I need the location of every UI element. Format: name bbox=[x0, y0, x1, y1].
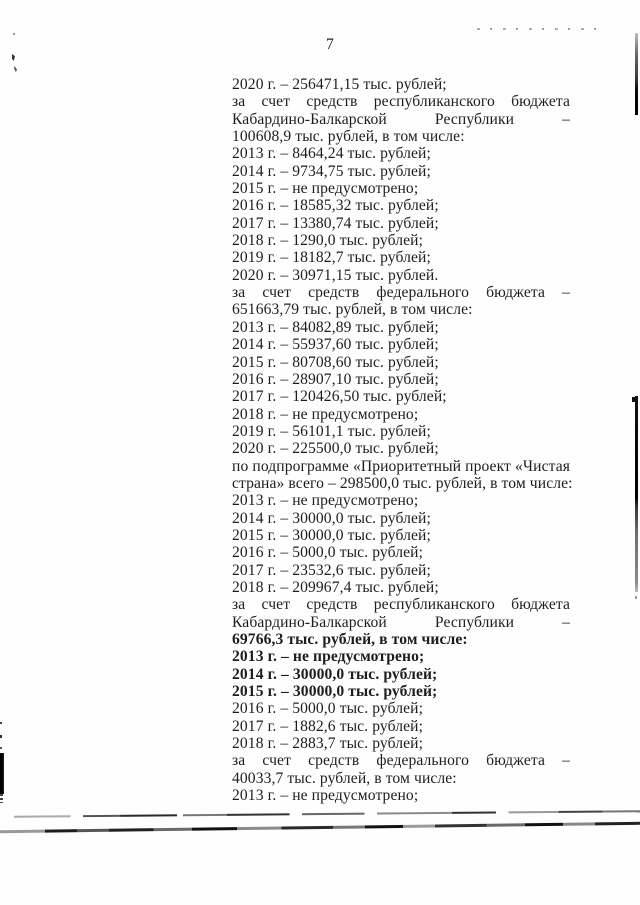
text-line: за счет средств республиканского бюджета bbox=[232, 93, 570, 111]
text-line: 2013 г. – не предусмотрено; bbox=[232, 787, 419, 805]
text-line: 2013 г. – не предусмотрено; bbox=[232, 492, 419, 510]
text-line: 2015 г. – не предусмотрено; bbox=[232, 180, 419, 198]
scan-artifact-left-mark-c bbox=[14, 66, 17, 72]
text-line: за счет средств республиканского бюджета bbox=[232, 596, 570, 614]
text-line: 2016 г. – 5000,0 тыс. рублей; bbox=[232, 700, 424, 718]
text-line: 2014 г. – 30000,0 тыс. рублей; bbox=[232, 665, 438, 683]
text-line: за счет средств федерального бюджета – bbox=[232, 752, 570, 770]
text-line: 2016 г. – 28907,10 тыс. рублей; bbox=[232, 370, 439, 388]
text-line: 2013 г. – не предусмотрено; bbox=[232, 648, 425, 666]
text-line: за счет средств федерального бюджета – bbox=[232, 284, 570, 302]
scan-artifact-top-dotted-line bbox=[477, 28, 599, 30]
text-line: 2020 г. – 30971,15 тыс. рублей. bbox=[232, 266, 439, 284]
scan-artifact-right-bar-middle bbox=[635, 396, 638, 592]
text-line: Кабардино-Балкарской Республики – bbox=[232, 110, 570, 128]
scan-artifact-bottom-line-lower bbox=[0, 822, 640, 833]
scan-artifact-left-dot-2 bbox=[0, 735, 2, 738]
text-line: 2016 г. – 5000,0 тыс. рублей; bbox=[232, 544, 424, 562]
text-line: 2017 г. – 23532,6 тыс. рублей; bbox=[232, 561, 431, 579]
text-line: 2018 г. – 1290,0 тыс. рублей; bbox=[232, 232, 424, 250]
text-line: 2013 г. – 84082,89 тыс. рублей; bbox=[232, 318, 439, 336]
text-line: 2017 г. – 1882,6 тыс. рублей; bbox=[232, 717, 424, 735]
text-line: 2015 г. – 30000,0 тыс. рублей; bbox=[232, 683, 438, 701]
text-line: 651663,79 тыс. рублей, в том числе: bbox=[232, 301, 473, 319]
text-line: 2015 г. – 30000,0 тыс. рублей; bbox=[232, 526, 431, 544]
text-line: 2014 г. – 30000,0 тыс. рублей; bbox=[232, 509, 431, 527]
text-line: 2018 г. – 209967,4 тыс. рублей; bbox=[232, 578, 439, 596]
scan-artifact-right-bar-tick bbox=[632, 397, 636, 402]
text-line: 2020 г. – 256471,15 тыс. рублей; bbox=[232, 76, 447, 93]
text-block bbox=[232, 76, 573, 805]
scan-artifact-right-dot bbox=[635, 596, 637, 599]
text-line: 2019 г. – 56101,1 тыс. рублей; bbox=[232, 422, 431, 440]
text-line: 2014 г. – 55937,60 тыс. рублей; bbox=[232, 336, 439, 354]
text-line: 2018 г. – 2883,7 тыс. рублей; bbox=[232, 735, 424, 753]
scan-artifact-left-mark-a bbox=[13, 33, 15, 35]
text-line: Кабардино-Балкарской Республики – bbox=[232, 613, 570, 631]
text-line: 2018 г. – не предусмотрено; bbox=[232, 405, 419, 423]
text-line: 2017 г. – 120426,50 тыс. рублей; bbox=[232, 388, 447, 406]
text-line: 40033,7 тыс. рублей, в том числе: bbox=[232, 769, 457, 787]
text-line: 2019 г. – 18182,7 тыс. рублей; bbox=[232, 249, 431, 267]
text-line: 2017 г. – 13380,74 тыс. рублей; bbox=[232, 214, 439, 232]
scan-artifact-left-dot-3 bbox=[0, 747, 2, 749]
text-line: 100608,9 тыс. рублей, в том числе: bbox=[232, 128, 465, 146]
scan-artifact-left-dot-1 bbox=[0, 722, 2, 724]
scan-artifact-left-bar-tail bbox=[0, 794, 3, 803]
scan-artifact-bottom-line-upper bbox=[14, 810, 640, 817]
scan-artifact-left-bar bbox=[0, 753, 4, 794]
text-line: по подпрограмме «Приоритетный проект «Чистая bbox=[232, 457, 570, 475]
page-number: 7 bbox=[326, 36, 334, 53]
text-line: 2013 г. – 8464,24 тыс. рублей; bbox=[232, 145, 431, 163]
text-line: 2016 г. – 18585,32 тыс. рублей; bbox=[232, 197, 439, 215]
text-line: 2015 г. – 80708,60 тыс. рублей; bbox=[232, 353, 439, 371]
scan-artifact-right-bar-upper bbox=[635, 33, 638, 115]
text-line: 69766,3 тыс. рублей, в том числе: bbox=[232, 631, 468, 648]
text-line: страна» всего – 298500,0 тыс. рублей, в том числе: bbox=[232, 474, 573, 492]
text-line: 2020 г. – 225500,0 тыс. рублей; bbox=[232, 440, 439, 458]
text-line: 2014 г. – 9734,75 тыс. рублей; bbox=[232, 162, 431, 180]
scan-artifact-left-mark-b bbox=[12, 54, 15, 61]
